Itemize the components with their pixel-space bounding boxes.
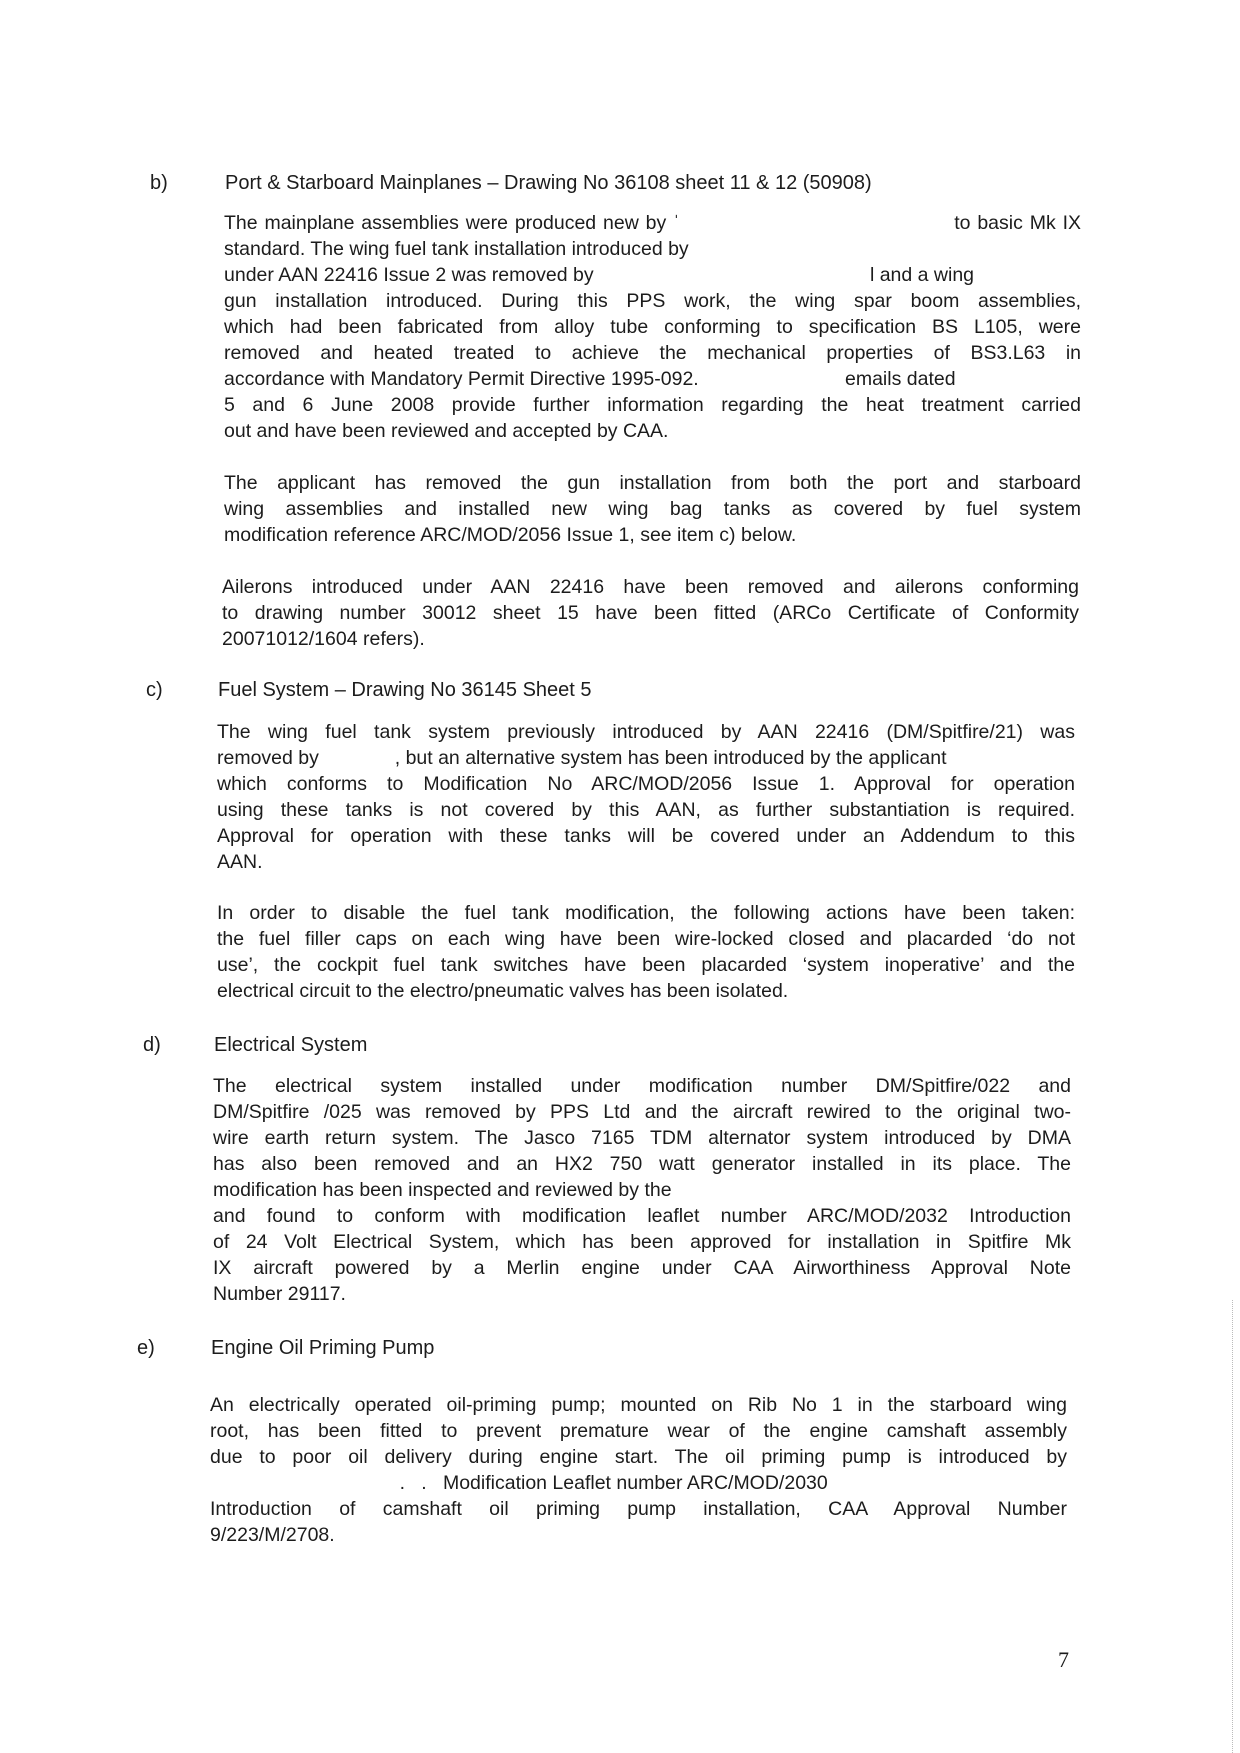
text-line: In order to disable the fuel tank modification, the following actions have been taken: bbox=[217, 902, 1075, 924]
page-number: 7 bbox=[1058, 1647, 1069, 1672]
section-heading: Electrical System bbox=[214, 1034, 368, 1056]
section-heading: Fuel System – Drawing No 36145 Sheet 5 bbox=[218, 679, 592, 701]
text-line: wing assemblies and installed new wing bag tanks as covered by fuel system bbox=[224, 498, 1081, 520]
text-line: has also been removed and an HX2 750 watt generator installed in its place. The bbox=[213, 1153, 1071, 1175]
paragraph bbox=[217, 900, 1075, 1004]
text-line: to drawing number 30012 sheet 15 have been fitted (ARCo Certificate of Conformity bbox=[222, 602, 1079, 624]
paragraph bbox=[213, 1073, 1071, 1307]
text-line: 20071012/1604 refers). bbox=[222, 628, 425, 650]
text-line: AAN. bbox=[217, 851, 263, 873]
text-line: which conforms to Modification No ARC/MOD/2056 Issue 1. Approval for operation bbox=[217, 773, 1075, 795]
paragraph bbox=[217, 719, 1075, 875]
text-line: standard. The wing fuel tank installation introduced by bbox=[224, 238, 689, 260]
text-line: accordance with Mandatory Permit Directive 1995-092. emails dated bbox=[224, 368, 956, 390]
text-line: modification has been inspected and reviewed by the bbox=[213, 1179, 672, 1201]
section-letter: c) bbox=[146, 679, 163, 701]
text-line: 5 and 6 June 2008 provide further information regarding the heat treatment carried bbox=[224, 394, 1081, 416]
text-line: under AAN 22416 Issue 2 was removed by l and a wing bbox=[224, 264, 975, 286]
text-line: electrical circuit to the electro/pneumatic valves has been isolated. bbox=[217, 980, 789, 1002]
text-line: removed and heated treated to achieve the mechanical properties of BS3.L63 in bbox=[224, 342, 1081, 364]
text-line: DM/Spitfire /025 was removed by PPS Ltd and the aircraft rewired to the original two- bbox=[213, 1101, 1071, 1123]
text-line: modification reference ARC/MOD/2056 Issue 1, see item c) below. bbox=[224, 524, 797, 546]
section-heading: Port & Starboard Mainplanes – Drawing No 36108 sheet 11 & 12 (50908) bbox=[225, 172, 872, 194]
paragraph bbox=[224, 210, 1081, 444]
text-line: Ailerons introduced under AAN 22416 have been removed and ailerons conforming bbox=[222, 576, 1079, 598]
text-line: the fuel filler caps on each wing have been wire-locked closed and placarded ‘do not bbox=[217, 928, 1075, 950]
text-line: . . Modification Leaflet number ARC/MOD/2030 bbox=[210, 1472, 828, 1494]
paragraph bbox=[222, 574, 1079, 652]
text-line: The applicant has removed the gun installation from both the port and starboard bbox=[224, 472, 1081, 494]
text-line: The electrical system installed under modification number DM/Spitfire/022 and bbox=[213, 1075, 1071, 1097]
text-line: 9/223/M/2708. bbox=[210, 1524, 335, 1546]
text-line: using these tanks is not covered by this AAN, as further substantiation is required. bbox=[217, 799, 1075, 821]
text-line: IX aircraft powered by a Merlin engine under CAA Airworthiness Approval Note bbox=[213, 1257, 1071, 1279]
text-line: An electrically operated oil-priming pump; mounted on Rib No 1 in the starboard wing bbox=[210, 1394, 1067, 1416]
section-letter: b) bbox=[150, 172, 168, 194]
paragraph bbox=[210, 1392, 1067, 1548]
text-line: Approval for operation with these tanks will be covered under an Addendum to this bbox=[217, 825, 1075, 847]
section-letter: d) bbox=[143, 1034, 161, 1056]
text-line: Number 29117. bbox=[213, 1283, 346, 1305]
scan-edge-artifact bbox=[1232, 1300, 1234, 1753]
text-line: The wing fuel tank system previously introduced by AAN 22416 (DM/Spitfire/21) was bbox=[217, 721, 1075, 743]
paragraph bbox=[224, 470, 1081, 548]
text-line: out and have been reviewed and accepted by CAA. bbox=[224, 420, 669, 442]
section-letter: e) bbox=[137, 1337, 155, 1359]
text-line: removed by , but an alternative system has been introduced by the applicant bbox=[217, 747, 947, 769]
text-line: use’, the cockpit fuel tank switches have been placarded ‘system inoperative’ and the bbox=[217, 954, 1075, 976]
text-line: wire earth return system. The Jasco 7165 TDM alternator system introduced by DMA bbox=[213, 1127, 1071, 1149]
section-heading: Engine Oil Priming Pump bbox=[211, 1337, 435, 1359]
text-line: gun installation introduced. During this PPS work, the wing spar boom assemblies, bbox=[224, 290, 1081, 312]
text-line: of 24 Volt Electrical System, which has been approved for installation in Spitfire Mk bbox=[213, 1231, 1071, 1253]
text-line: and found to conform with modification leaflet number ARC/MOD/2032 Introduction bbox=[213, 1205, 1071, 1227]
text-line: due to poor oil delivery during engine start. The oil priming pump is introduced by bbox=[210, 1446, 1067, 1468]
text-line: which had been fabricated from alloy tube conforming to specification BS L105, were bbox=[224, 316, 1081, 338]
text-line: Introduction of camshaft oil priming pump installation, CAA Approval Number bbox=[210, 1498, 1067, 1520]
text-line: The mainplane assemblies were produced new by ˈ to basic Mk IX bbox=[224, 212, 1081, 234]
text-line: root, has been fitted to prevent premature wear of the engine camshaft assembly bbox=[210, 1420, 1067, 1442]
